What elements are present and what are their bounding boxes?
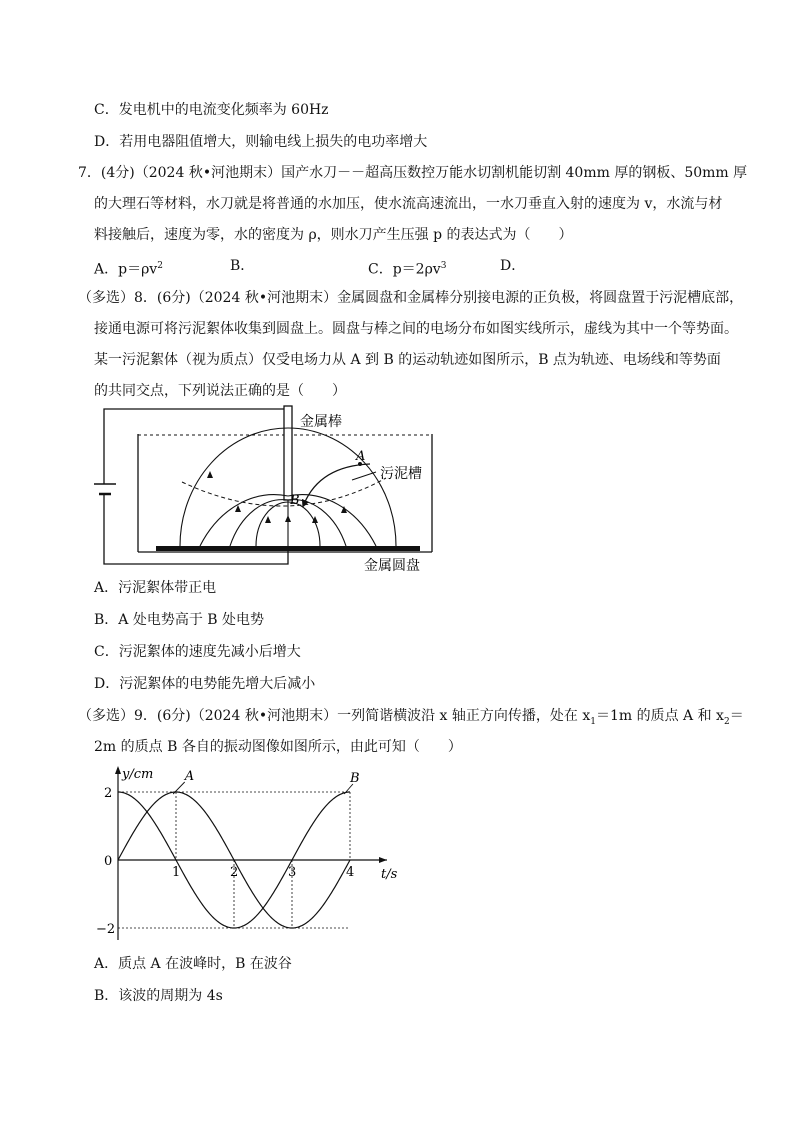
q7-stem-line3: 料接触后，速度为零，水的密度为 ρ，则水刀产生压强 p 的表达式为（ ） xyxy=(94,227,573,243)
label-rod: 金属棒 xyxy=(300,414,342,430)
field-arrows xyxy=(207,471,347,523)
q7-option-b: B． xyxy=(230,258,255,274)
q7-stem-line2: 的大理石等材料，水刀就是将普通的水加压，使水流高速流出，一水刀垂直入射的速度为 v，水流与材 xyxy=(94,196,723,212)
q8-option-b: B．A 处电势高于 B 处电势 xyxy=(94,612,265,628)
q7-option-d: D． xyxy=(500,258,526,274)
q7-option-a-sup: 2 xyxy=(157,261,163,271)
q9-line1-mid: ＝1m 的质点 A 和 x xyxy=(595,708,724,724)
series-B-label: B xyxy=(350,771,360,786)
metal-disc xyxy=(156,546,420,551)
q7-option-c-text: C．p＝2ρv xyxy=(368,261,441,278)
q9-stem-line1 xyxy=(78,706,744,732)
x-tick-label: 3 xyxy=(288,865,297,880)
q8-option-c: C．污泥絮体的速度先减小后增大 xyxy=(94,644,301,660)
q9-option-b: B．该波的周期为 4s xyxy=(94,988,223,1004)
q6-option-d: D．若用电器阻值增大，则输电线上损失的电功率增大 xyxy=(94,134,428,150)
q9-sub2: 2 xyxy=(723,716,730,727)
q9-line1-suffix: ＝ xyxy=(729,708,744,724)
y-axis-arrow xyxy=(115,766,121,774)
q7-option-c-sup: 3 xyxy=(440,261,447,271)
label-a: A xyxy=(356,449,366,464)
q8-field-diagram xyxy=(90,404,450,576)
q9-sub1: 1 xyxy=(590,716,596,727)
q9-option-a: A．质点 A 在波峰时，B 在波谷 xyxy=(94,956,292,972)
x-axis-arrow xyxy=(379,857,387,863)
trajectory-a-to-b xyxy=(304,464,370,504)
q7-option-a xyxy=(94,256,163,280)
x-tick-label: 2 xyxy=(230,865,239,880)
q9-stem-line2: 2m 的质点 B 各自的振动图像如图所示，由此可知（ ） xyxy=(94,739,462,755)
q6-option-c: C．发电机中的电流变化频率为 60Hz xyxy=(94,102,329,118)
q7-stem-line1: 7．(4分)（2024 秋•河池期末）国产水刀－－超高压数控万能水切割机能切割 40mm 厚的钢板、50mm 厚 xyxy=(78,165,748,181)
q7-option-a-text: A．p＝ρv xyxy=(94,261,158,278)
q8-stem-line3: 某一污泥絮体（视为质点）仅受电场力从 A 到 B 的运动轨迹如图所示，B 点为轨迹、电场线和等势面 xyxy=(94,352,721,368)
x-tick-label: 4 xyxy=(346,865,355,880)
metal-rod xyxy=(284,406,292,500)
q8-option-a: A．污泥絮体带正电 xyxy=(94,580,217,596)
q8-stem-line4: 的共同交点，下列说法正确的是（ ） xyxy=(94,383,346,399)
q7-option-c xyxy=(368,256,446,280)
label-disc: 金属圆盘 xyxy=(364,558,420,574)
y-axis-label: y/cm xyxy=(122,767,154,782)
x-tick-label: 1 xyxy=(172,865,181,880)
y-tick-label: −2 xyxy=(96,922,116,937)
q9-line1-prefix: （多选）9．(6分)（2024 秋•河池期末）一列简谐横波沿 x 轴正方向传播，处在 x xyxy=(78,708,591,724)
series-A-label: A xyxy=(184,769,195,784)
label-b: B xyxy=(290,493,300,508)
q8-stem-line1: （多选）8．(6分)（2024 秋•河池期末）金属圆盘和金属棒分别接电源的正负极，将圆盘置于污泥槽底部， xyxy=(78,290,744,306)
q8-stem-line2: 接通电源可将污泥絮体收集到圆盘上。圆盘与棒之间的电场分布如图实线所示，虚线为其中一个等势面。 xyxy=(94,321,738,337)
q8-option-d: D．污泥絮体的电势能先增大后减小 xyxy=(94,676,316,692)
x-axis-label: t/s xyxy=(381,867,398,882)
q9-vibration-chart xyxy=(96,760,406,940)
y-tick-label: 0 xyxy=(104,854,113,869)
y-tick-label: 2 xyxy=(104,786,113,801)
label-tank: 污泥槽 xyxy=(380,466,422,482)
